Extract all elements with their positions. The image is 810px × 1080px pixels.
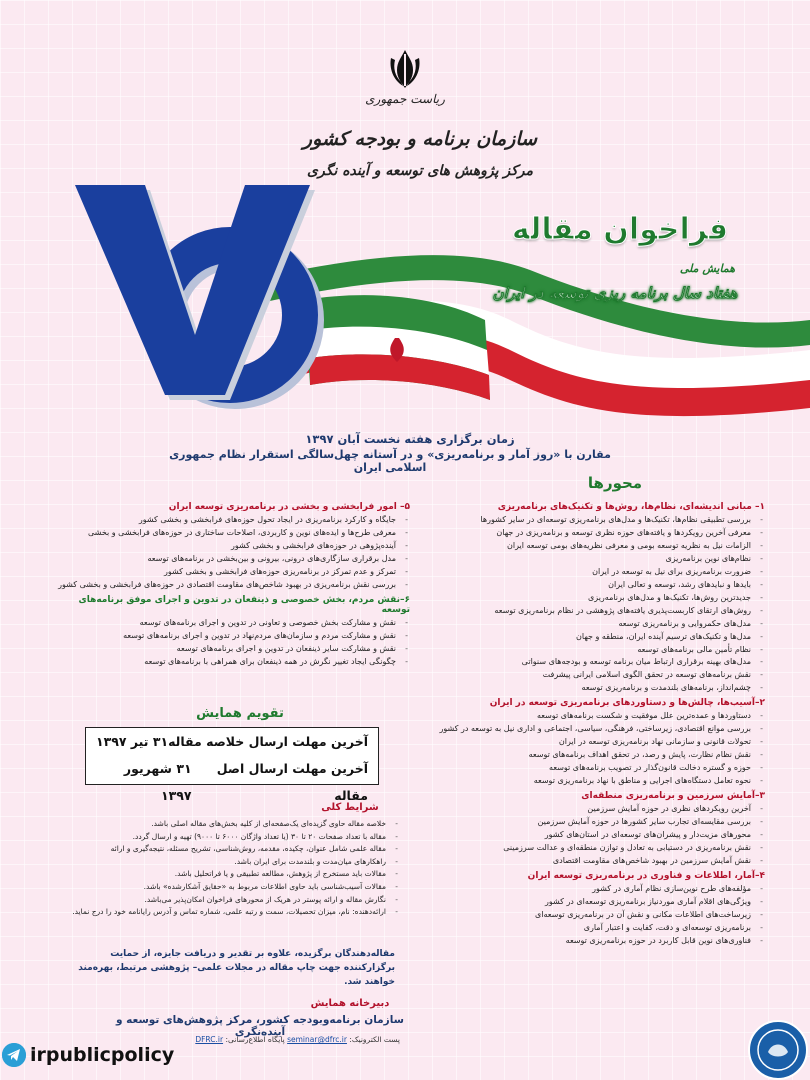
research-center-title: مرکز پژوهش های توسعه و آینده نگری [307,163,533,179]
list-item: - بررسی نقش برنامه‌ریزی در بهبود شاخص‌های مقاومت اقتصادی در حوزه‌های فرابخشی و بخشی کشور [65,579,410,592]
list-item: - مقالات باید مستخرج از پژوهش، مطالعه تطبیقی و یا فراتحلیل باشد. [60,868,400,881]
list-item: - چشم‌انداز، برنامه‌های بلندمدت و برنامه‌ریزی توسعه [405,682,765,695]
axis-1-heading: ۱– مبانی اندیشه‌ای، نظام‌ها، روش‌ها و تکنیک‌های برنامه‌ریزی [497,502,765,512]
calendar-date: ۳۱ تیر ۱۳۹۷ [96,734,169,749]
list-item: - مدل‌ها و تکنیک‌های ترسیم آینده ایران، منطقه و جهان [405,631,765,644]
axes-title: محورها [587,474,643,492]
list-item: - فناوری‌های نوین قابل کاربرد در حوزه برنامه‌ریزی توسعه [405,935,765,948]
secretariat-org: سازمان برنامه‌وبودجه کشور، مرکز پژوهش‌های توسعه و آینده‌نگری [116,1014,404,1038]
list-item: - نظام تأمین مالی برنامه‌های توسعه [405,644,765,657]
list-item: - زیرساخت‌های اطلاعات مکانی و نقش آن در برنامه‌ریزی توسعه‌ای [405,909,765,922]
event-association: مقارن با «روز آمار و برنامه‌ریزی» و در آستانه چهل‌سالگی استقرار نظام جمهوری اسلامی ایران [169,448,611,474]
list-item: - روش‌های ارتقای کاربست‌پذیری یافته‌های پژوهشی در نظام برنامه‌ریزی توسعه [405,605,765,618]
list-item: - نقش و مشارکت بخش خصوصی و تعاونی در تدوین و اجرای برنامه‌های توسعه [65,617,410,630]
list-item: - جدیدترین روش‌ها، تکنیک‌ها و مدل‌های برنامه‌ریزی [405,592,765,605]
calendar-row [86,755,378,803]
list-item: - الزامات نیل به نظریه توسعه بومی و معرفی نظریه‌های بومی توسعه ایران [405,540,765,553]
list-item: - مدل‌های بهینه برقراری ارتباط میان برنامه توسعه و بودجه‌های سنواتی [405,656,765,669]
list-item: - برنامه‌ریزی توسعه‌ای و دقت، کفایت و اعتبار آماری [405,922,765,935]
list-item: - نقش و مشارکت مردم و سازمان‌های مردم‌نهاد در تدوین و اجرای برنامه‌های توسعه [65,630,410,643]
list-item: - خلاصه مقاله حاوی گزیده‌ای یک‌صفحه‌ای از کلیه بخش‌های مقاله اصلی باشد. [60,818,400,831]
organization-title: سازمان برنامه و بودجه کشور [302,128,538,150]
telegram-icon [2,1043,26,1067]
list-item: - مدل‌های حکمروایی و برنامه‌ریزی توسعه [405,618,765,631]
list-item: - حوزه و گستره دخالت قانون‌گذار در تصویب برنامه‌های توسعه [405,762,765,775]
list-item: - معرفی طرح‌ها و ایده‌های نوین و کاربردی، اصلاحات ساختاری در حوزه‌های فرابخشی و بخشی [65,527,410,540]
seventy-anniversary-logo [70,155,310,410]
axes-left-column [58,499,410,669]
list-item: - ویژگی‌های اقلام آماری موردنیاز برنامه‌ریزی توسعه‌ای در کشور [405,896,765,909]
list-item: - نقش برنامه‌های توسعه در تحقق الگوی اسلامی ایرانی پیشرفت [405,669,765,682]
calendar-label: آخرین مهلت ارسال اصل مقاله [216,761,368,803]
iran-emblem-icon [385,48,425,90]
list-item: - جایگاه و کارکرد برنامه‌ریزی در ایجاد تحول حوزه‌های فرابخشی و بخشی کشور [65,514,410,527]
list-item: - نقش نظام نظارت، پایش و رصد، در تحقق اهداف برنامه‌های توسعه [405,749,765,762]
awards-note: مقاله‌دهندگان برگزیده، علاوه بر تقدیر و دریافت جایزه، از حمایت برگزارکننده جهت چاپ مقاله در مجلات علمی– پژوهشی مرتبط، بهره‌مند خواهند شد. [78,949,395,987]
list-item: - مدل برقراری سازگاری‌های درونی، بیرونی و بین‌بخشی در برنامه‌های توسعه [65,553,410,566]
calendar-box [85,727,379,803]
list-item: - معرفی آخرین رویکردها و یافته‌های حوزه نظری توسعه و برنامه‌ریزی در جهان [405,527,765,540]
calendar-row [86,728,378,755]
site-label: پایگاه اطلاع‌رسانی: [225,1035,285,1044]
axis-4-heading: ۴–آمار، اطلاعات و فناوری در برنامه‌ریزی توسعه ایران [527,870,765,881]
conditions-list [60,818,400,919]
list-item: - تمرکز و عدم تمرکز در برنامه‌ریزی حوزه‌های فرابخشی و بخشی کشور [65,566,410,579]
list-item: - بررسی تطبیقی نظام‌ها، تکنیک‌ها و مدل‌های برنامه‌ریزی توسعه‌ای در سایر کشورها [405,514,765,527]
axis-5-heading: ۵– امور فرابخشی و بخشی در برنامه‌ریزی توسعه ایران [168,502,410,512]
list-item: - آخرین رویکردهای نظری در حوزه آمایش سرزمین [405,803,765,816]
list-item: - محورهای مزیت‌دار و پیشران‌های توسعه‌ای در استان‌های کشور [405,829,765,842]
list-item: - بررسی موانع اقتصادی، زیرساختی، فرهنگی، سیاسی، اجتماعی و اداری نیل به توسعه در کشور [405,723,765,736]
list-item: - نقش آمایش سرزمین در بهبود شاخص‌های مقاومت اقتصادی [405,855,765,868]
list-item: - راهکارهای میان‌مدت و بلندمدت برای ایران باشد. [60,856,400,869]
email-label: پست الکترونیک: [349,1035,400,1044]
list-item: - ارائه‌دهنده: نام، میزان تحصیلات، سمت و رتبه علمی، شماره تماس و آدرس رایانامه خود را درج نماید. [60,906,400,919]
list-item: - نظام‌های نوین برنامه‌ریزی [405,553,765,566]
list-item: - چگونگی ایجاد تغییر نگرش در همه ذینفعان برای همراهی با برنامه‌های توسعه [65,656,410,669]
calendar-date: ۳۱ شهریور ۱۳۹۷ [123,761,192,803]
list-item: - مؤلفه‌های طرح نوین‌سازی نظام آماری در کشور [405,883,765,896]
list-item: - مقاله با تعداد صفحات ۲۰ تا ۳۰ (یا تعداد واژگان ۶۰۰۰ تا ۹۰۰۰) تهیه و ارسال گردد. [60,831,400,844]
conference-type: همایش ملی [679,262,735,275]
calendar-label: آخرین مهلت ارسال خلاصه مقاله [168,734,368,749]
email-link[interactable]: seminar@dfrc.ir [287,1035,347,1044]
presidency-label: ریاست جمهوری [365,92,445,106]
axis-6-heading: ۶–نقش مردم، بخش خصوصی و ذینفعان در تدوین و اجرای موفق برنامه‌های توسعه [78,594,410,615]
list-item: - نقش برنامه‌ریزی در دستیابی به تعادل و توازن منطقه‌ای و عدالت سرزمینی [405,842,765,855]
watermark-text: irpublicpolicy [30,1044,175,1066]
list-item: - نقش و مشارکت سایر ذینفعان در تدوین و اجرای برنامه‌های توسعه [65,643,410,656]
calendar-title: تقویم همایش [196,706,284,721]
anniversary-number: 70 [70,155,91,174]
list-item: - مقاله علمی شامل عنوان، چکیده، مقدمه، روش‌شناسی، تشریح مسئله، نتیجه‌گیری و ارائه [60,843,400,856]
list-item: - مقالات آسیب‌شناسی باید حاوی اطلاعات مربوط به «حقایق آشکارشده» باشد. [60,881,400,894]
list-item: - تحولات قانونی و سازمانی نهاد برنامه‌ریزی توسعه در ایران [405,736,765,749]
list-item: - بررسی مقایسه‌ای تجارب سایر کشورها در حوزه آمایش سرزمین [405,816,765,829]
event-date: زمان برگزاری هفته نخست آبان ۱۳۹۷ [305,432,515,446]
list-item: - ضرورت برنامه‌ریزی برای نیل به توسعه در ایران [405,566,765,579]
axis-2-heading: ۲–آسیب‌ها، چالش‌ها و دستاوردهای برنامه‌ریزی توسعه در ایران [489,698,765,709]
list-item: - آینده‌پژوهی در حوزه‌های فرابخشی و بخشی کشور [65,540,410,553]
publisher-stamp-icon [748,1020,808,1080]
axis-3-heading: ۳–آمایش سرزمین و برنامه‌ریزی منطقه‌ای [581,791,765,802]
conference-name: هفتاد سال برنامه ریزی توسعه در ایران [492,284,738,302]
channel-watermark [2,1040,174,1070]
list-item: - نحوه تعامل دستگاه‌های اجرایی و مناطق با نهاد برنامه‌ریزی توسعه [405,775,765,788]
contact-line [190,1035,400,1044]
list-item: - نگارش مقاله و ارائه پوستر در هریک از محورهای فراخوان امکان‌پذیر می‌باشد. [60,894,400,907]
list-item: - دستاوردها و عمده‌ترین علل موفقیت و شکست برنامه‌های توسعه [405,710,765,723]
site-link[interactable]: DFRC.ir [195,1035,224,1044]
call-for-papers-title: فراخوان مقاله [511,212,729,247]
list-item: - بایدها و نبایدهای رشد، توسعه و تعالی ایران [405,579,765,592]
axes-right-column [405,499,765,948]
conditions-title: شرایط کلی [321,802,379,813]
secretariat-title: دبیرخانه همایش [310,998,390,1009]
